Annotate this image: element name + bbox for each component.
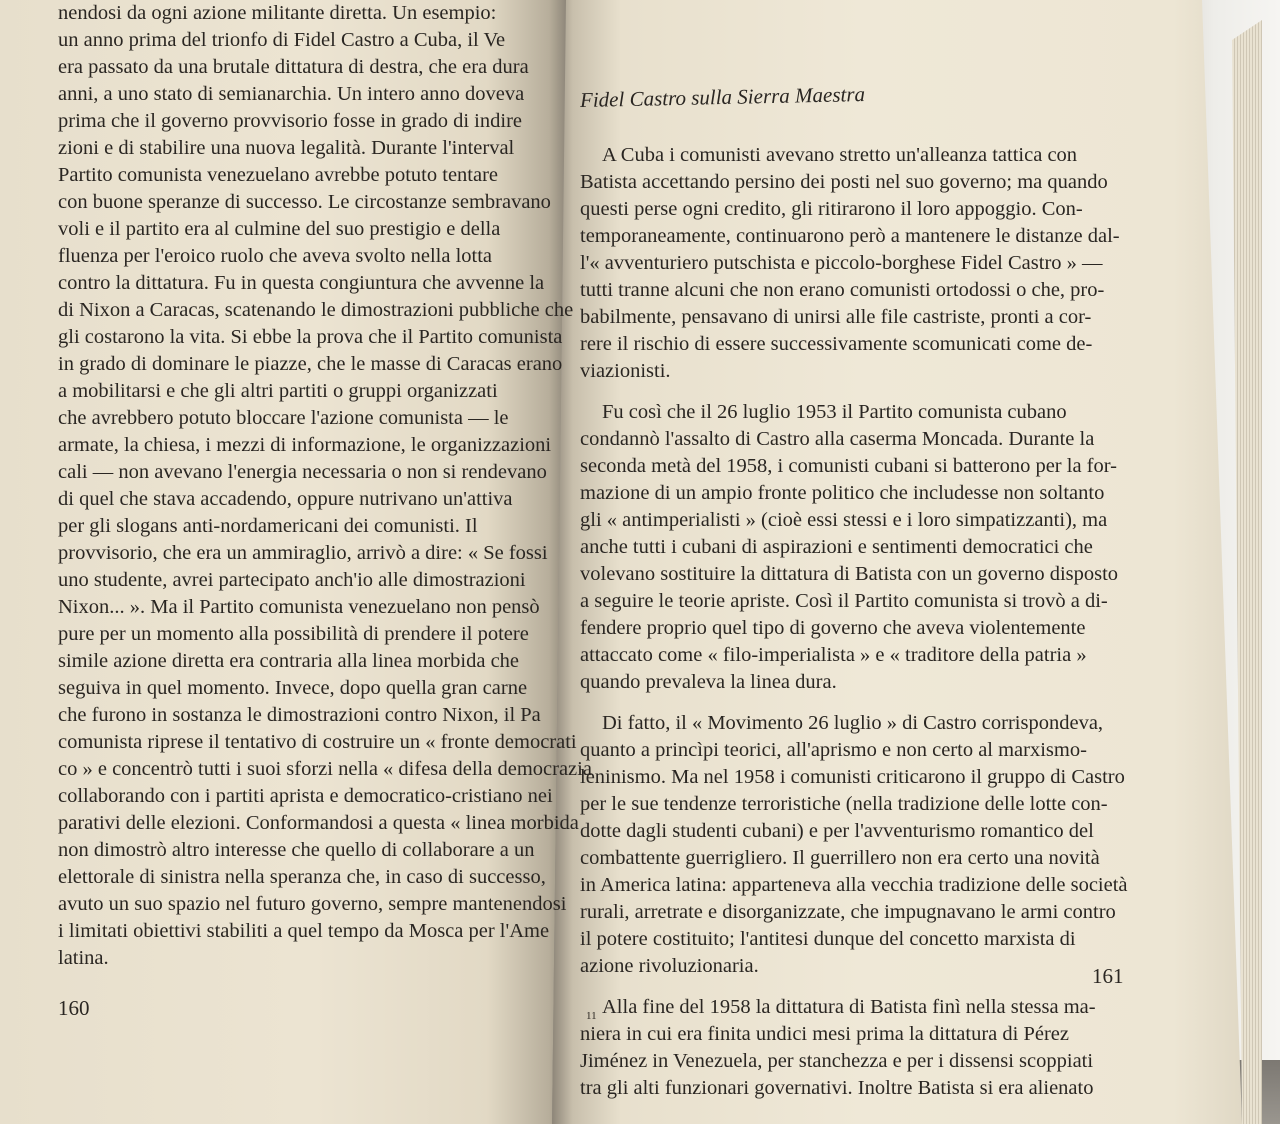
- left-text-line: co » e concentrò tutti i suoi sforzi nella « difesa della democrazia: [58, 758, 592, 780]
- right-text-line: l'« avventuriero putschista e piccolo-borghese Fidel Castro » —: [580, 252, 1103, 274]
- left-text-line: Partito comunista venezuelano avrebbe potuto tentare: [58, 164, 499, 186]
- right-text-line: rere il rischio di essere successivamente scomunicati come de-: [580, 333, 1093, 355]
- right-text-line: dotte dagli studenti cubani) e per l'avventurismo romantico del: [580, 820, 1094, 842]
- left-text-line: di Nixon a Caracas, scatenando le dimostrazioni pubbliche che: [58, 299, 574, 321]
- paragraph-gap: [580, 385, 1128, 399]
- left-text-line: cali — non avevano l'energia necessaria o non si rendevano: [58, 461, 547, 483]
- left-page-text: [58, 0, 592, 972]
- left-text-line: voli e il partito era al culmine del suo prestigio e della: [58, 218, 501, 240]
- left-text-line: per gli slogans anti-nordamericani dei comunisti. Il: [58, 515, 478, 537]
- page-number-right: 161: [1092, 964, 1124, 988]
- right-text-line: azione rivoluzionaria.: [580, 955, 759, 977]
- right-text-line: viazionisti.: [580, 360, 671, 382]
- paragraph-gap: [580, 980, 1128, 994]
- left-text-line: uno studente, avrei partecipato anch'io alle dimostrazioni: [58, 569, 526, 591]
- left-text-line: provvisorio, che era un ammiraglio, arrivò a dire: « Se fossi: [58, 542, 548, 564]
- left-text-line: che furono in sostanza le dimostrazioni contro Nixon, il Pa: [58, 704, 541, 726]
- left-text-line: parativi delle elezioni. Conformandosi a questa « linea morbida: [58, 812, 579, 834]
- right-text-line: il potere costituito; l'antitesi dunque del concetto marxista di: [580, 928, 1076, 950]
- right-text-line: temporaneamente, continuarono però a mantenere le distanze dal-: [580, 225, 1120, 247]
- left-text-line: Nixon... ». Ma il Partito comunista venezuelano non pensò: [58, 596, 540, 618]
- left-text-line: un anno prima del trionfo di Fidel Castro a Cuba, il Ve: [58, 29, 506, 51]
- right-text-line: condannò l'assalto di Castro alla caserma Moncada. Durante la: [580, 428, 1095, 450]
- right-text-line: Batista accettando persino dei posti nel suo governo; ma quando: [580, 171, 1108, 193]
- right-text-line: gli « antimperialisti » (cioè essi stessi e i loro simpatizzanti), ma: [580, 509, 1108, 531]
- right-text-line: mazione di un ampio fronte politico che includesse non soltanto: [580, 482, 1105, 504]
- right-text-line: leninismo. Ma nel 1958 i comunisti criticarono il gruppo di Castro: [580, 766, 1125, 788]
- left-text-line: in grado di dominare le piazze, che le masse di Caracas erano: [58, 353, 563, 375]
- left-text-line: con buone speranze di successo. Le circostanze sembravano: [58, 191, 551, 213]
- right-text-line: niera in cui era finita undici mesi prima la dittatura di Pérez: [580, 1023, 1069, 1045]
- left-text-line: collaborando con i partiti aprista e democratico-cristiano nei: [58, 785, 553, 807]
- left-text-line: era passato da una brutale dittatura di destra, che era dura: [58, 56, 529, 78]
- left-text-line: latina.: [58, 947, 109, 969]
- left-text-line: i limitati obiettivi stabiliti a quel tempo da Mosca per l'Ame: [58, 920, 550, 942]
- right-text-line: volevano sostituire la dittatura di Batista con un governo disposto: [580, 563, 1119, 585]
- left-text-line: di quel che stava accadendo, oppure nutrivano un'attiva: [58, 488, 513, 510]
- right-text-line: rurali, arretrate e disorganizzate, che impugnavano le armi contro: [580, 901, 1116, 923]
- paragraph-gap: [580, 696, 1128, 710]
- left-text-line: a mobilitarsi e che gli altri partiti o gruppi organizzati: [58, 380, 498, 402]
- right-text-line: a seguire le teorie apriste. Così il Partito comunista si trovò a di-: [580, 590, 1108, 612]
- right-text-line: seconda metà del 1958, i comunisti cubani si batterono per la for-: [580, 455, 1117, 477]
- right-text-line: Fu così che il 26 luglio 1953 il Partito comunista cubano: [602, 401, 1067, 423]
- page-number-left: 160: [58, 996, 90, 1020]
- left-text-line: comunista riprese il tentativo di costruire un « fronte democrati: [58, 731, 577, 753]
- left-text-line: anni, a uno stato di semianarchia. Un intero anno doveva: [58, 83, 525, 105]
- left-text-line: pure per un momento alla possibilità di prendere il potere: [58, 623, 529, 645]
- right-text-line: quando prevaleva la linea dura.: [580, 671, 837, 693]
- left-text-line: elettorale di sinistra nella speranza che, in caso di successo,: [58, 866, 546, 888]
- right-text-line: attaccato come « filo-imperialista » e « traditore della patria »: [580, 644, 1087, 666]
- right-text-line: Di fatto, il « Movimento 26 luglio » di Castro corrispondeva,: [602, 712, 1104, 734]
- right-text-line: Alla fine del 1958 la dittatura di Batista finì nella stessa ma-: [602, 996, 1096, 1018]
- left-text-line: che avrebbero potuto bloccare l'azione comunista — le: [58, 407, 509, 429]
- left-text-line: prima che il governo provvisorio fosse in grado di indire: [58, 110, 522, 132]
- right-text-line: anche tutti i cubani di aspirazioni e sentimenti democratici che: [580, 536, 1093, 558]
- left-text-line: simile azione diretta era contraria alla linea morbida che: [58, 650, 520, 672]
- right-text-line: tutti tranne alcuni che non erano comunisti ortodossi o che, pro-: [580, 279, 1105, 301]
- left-text-line: avuto un suo spazio nel futuro governo, sempre mantenendosi: [58, 893, 567, 915]
- right-text-line: per le sue tendenze terroristiche (nella tradizione delle lotte con-: [580, 793, 1108, 815]
- right-text-line: quanto a princìpi teorici, all'aprismo e non certo al marxismo-: [580, 739, 1087, 761]
- running-head: Fidel Castro sulla Sierra Maestra: [579, 82, 866, 112]
- left-text-line: gli costarono la vita. Si ebbe la prova che il Partito comunista: [58, 326, 563, 348]
- right-text-line: tra gli alti funzionari governativi. Inoltre Batista si era alienato: [580, 1077, 1094, 1099]
- left-text-line: seguiva in quel momento. Invece, dopo quella gran carne: [58, 677, 528, 699]
- signature-mark: 11: [586, 1010, 597, 1022]
- left-text-line: fluenza per l'eroico ruolo che aveva svolto nella lotta: [58, 245, 493, 267]
- left-text-line: armate, la chiesa, i mezzi di informazione, le organizzazioni: [58, 434, 552, 456]
- left-text-line: zioni e di stabilire una nuova legalità. Durante l'interval: [58, 137, 515, 159]
- left-text-line: contro la dittatura. Fu in questa congiuntura che avvenne la: [58, 272, 545, 294]
- right-text-line: questi perse ogni credito, gli ritirarono il loro appoggio. Con-: [580, 198, 1083, 220]
- right-text-line: fendere proprio quel tipo di governo che aveva violentemente: [580, 617, 1086, 639]
- left-text-line: nendosi da ogni azione militante diretta. Un esempio:: [58, 2, 497, 24]
- right-text-line: Jiménez in Venezuela, per stanchezza e per i dissensi scoppiati: [580, 1050, 1094, 1072]
- right-text-line: babilmente, pensavano di unirsi alle file castriste, pronti a cor-: [580, 306, 1092, 328]
- right-text-line: combattente guerrigliero. Il guerrillero non era certo una novità: [580, 847, 1100, 869]
- right-page-text: [580, 142, 1128, 1102]
- right-text-line: in America latina: apparteneva alla vecchia tradizione delle società: [580, 874, 1128, 896]
- right-text-line: A Cuba i comunisti avevano stretto un'alleanza tattica con: [602, 144, 1078, 166]
- left-text-line: non dimostrò altro interesse che quello di collaborare a un: [58, 839, 535, 861]
